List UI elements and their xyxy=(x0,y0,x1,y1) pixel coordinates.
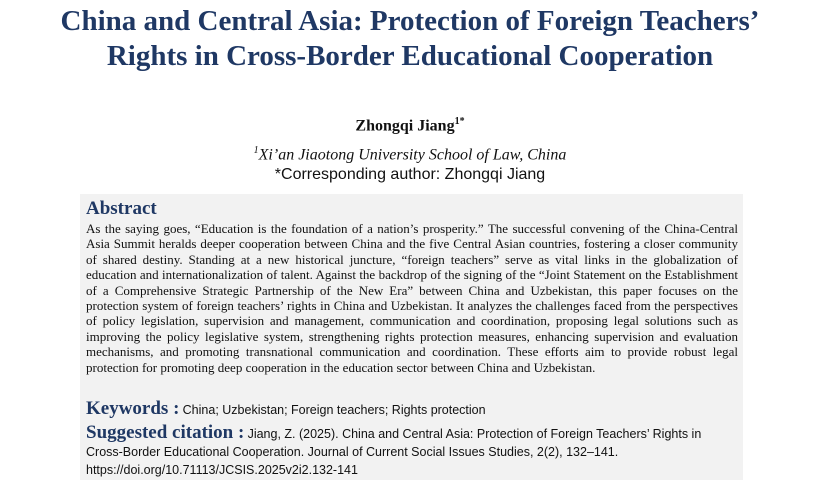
corresponding-author: *Corresponding author: Zhongqi Jiang xyxy=(274,166,546,183)
citation-text[interactable]: Jiang, Z. (2025). China and Central Asia: Protection of Foreign Teachers’ Rights in Cross-Border Educational Cooperation. Journal of Current Social Issues Studies, 2(2), 132–141. https://doi.org/10.71113/JCSIS.2025v2i2.132-141 xyxy=(86,427,702,477)
author-line xyxy=(0,116,820,135)
citation-block xyxy=(86,424,738,479)
keywords-text: China; Uzbekistan; Foreign teachers; Rights protection xyxy=(182,403,486,417)
author-superscript: 1* xyxy=(454,116,465,127)
keywords-label: Keywords : xyxy=(86,398,180,419)
abstract-heading: Abstract xyxy=(86,198,157,219)
abstract-text: As the saying goes, “Education is the foundation of a nation’s prosperity.” The successful convening of the China-Central Asia Summit heralds deeper cooperation between China and the five Central Asian countries, fostering a closer community of shared destiny. Standing at a new historical juncture, “foreign teachers” serve as vital links in the globalization of education and internationalization of talent. Against the backdrop of the signing of the “Joint Statement on the Establishment of a Comprehensive Strategic Partnership of the New Era” between China and Uzbekistan, this paper focuses on the protection system of foreign teachers’ rights in China and Uzbekistan. It analyzes the challenges faced from the perspectives of policy legislation, supervision and management, communication and coordination, proposing legal solutions such as improving the policy legislative system, strengthening rights protection measures, enhancing supervision and evaluation mechanisms, and promoting transnational communication and coordination. These efforts aim to provide robust legal protection for promoting deep cooperation in the education sector between China and Uzbekistan. xyxy=(86,221,738,375)
affiliation-line xyxy=(0,145,820,164)
keywords-line xyxy=(86,400,738,419)
affiliation: Xi’an Jiaotong University School of Law, China xyxy=(258,146,567,164)
paper-title: China and Central Asia: Protection of Foreign Teachers’ Rights in Cross-Border Educational Cooperation xyxy=(60,5,760,72)
affiliation-superscript: 1 xyxy=(253,145,259,156)
citation-label: Suggested citation : xyxy=(86,422,245,443)
author-name: Zhongqi Jiang xyxy=(355,117,455,135)
